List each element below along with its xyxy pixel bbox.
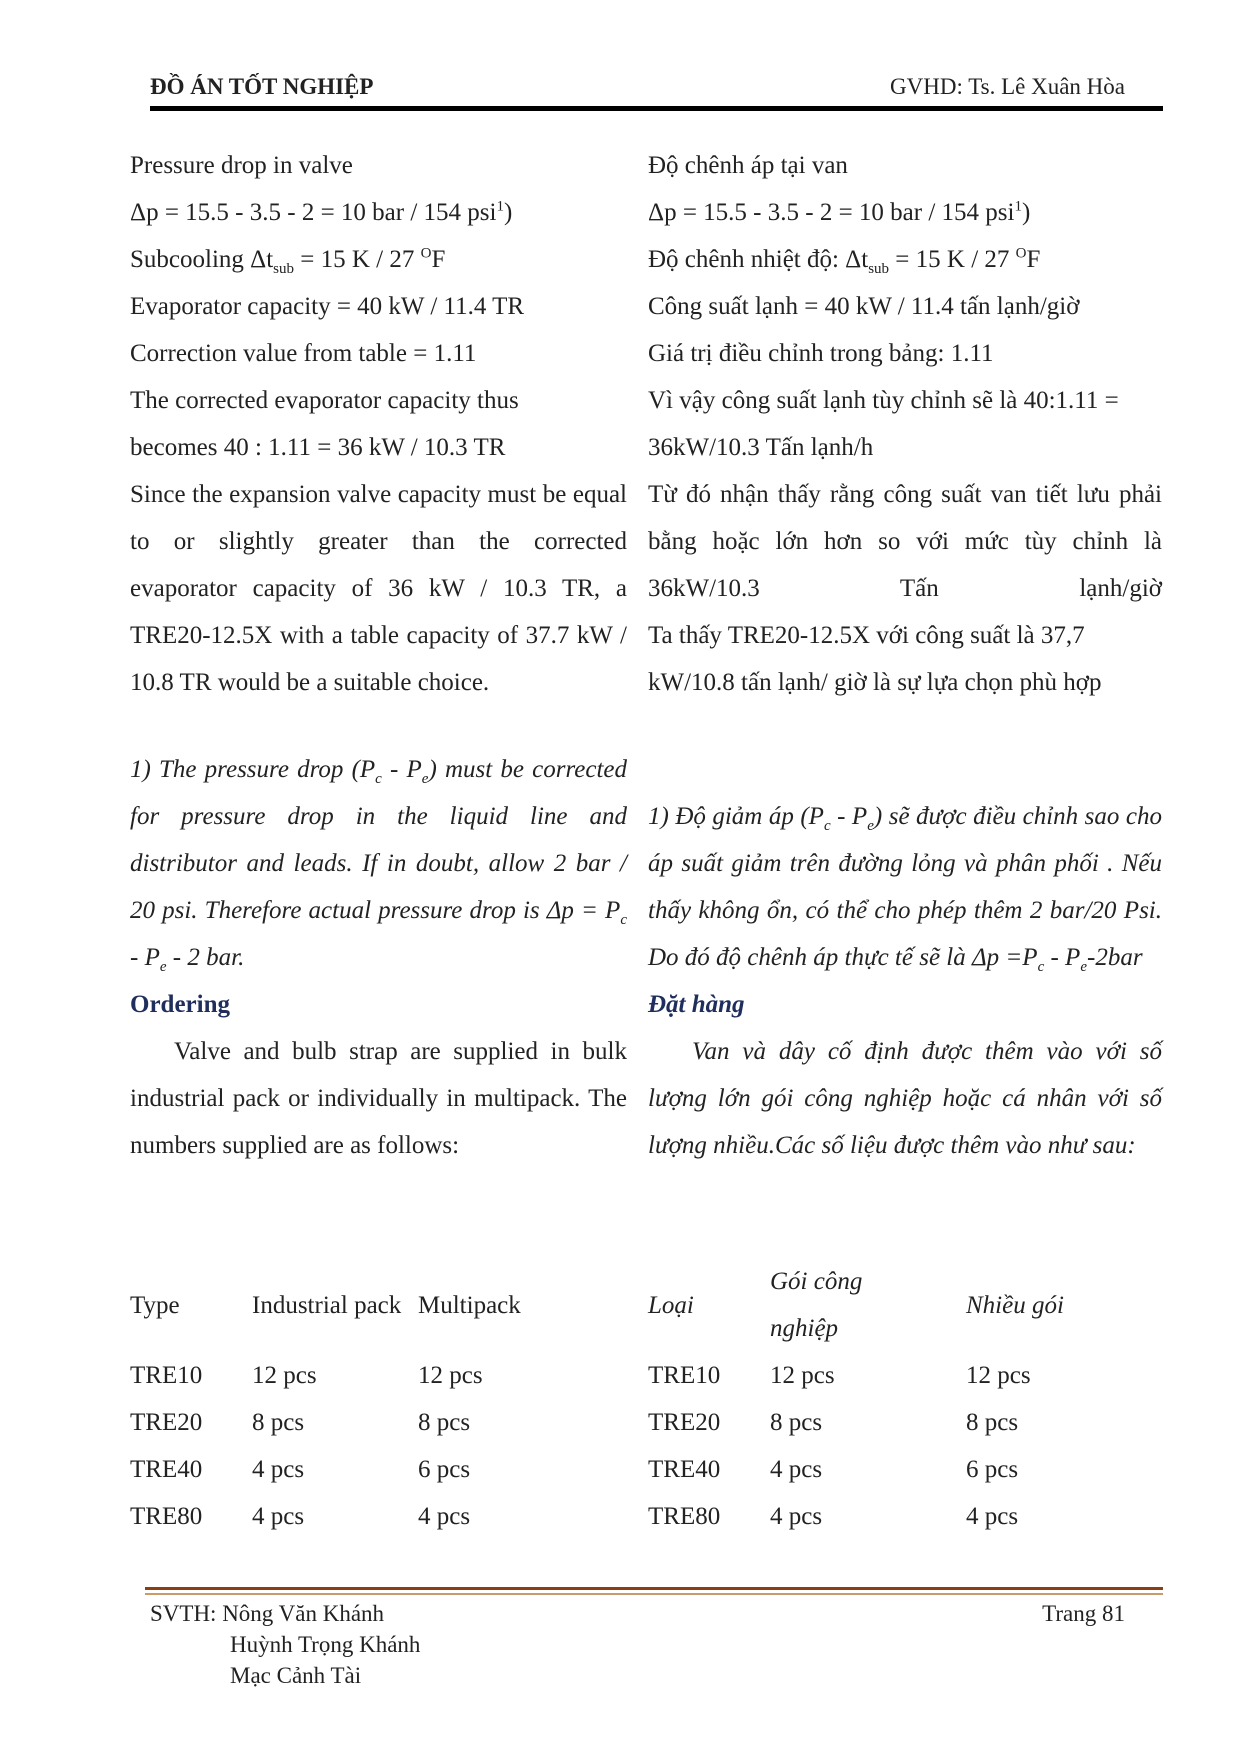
vi-line-4: Công suất lạnh = 40 kW / 11.4 tấn lạnh/giờ (648, 293, 1080, 320)
vi-line-8: Ta thấy TRE20-12.5X với công suất là 37,7 kW/10.8 tấn lạnh/ giờ là sự lựa chọn phù hợp (648, 622, 1102, 696)
table-cell: TRE10 (130, 1362, 203, 1389)
table-row (648, 1399, 1166, 1446)
table-header-cell: Multipack (418, 1291, 521, 1319)
table-cell: 6 pcs (418, 1456, 471, 1483)
vi-line-6: Vì vậy công suất lạnh tùy chỉnh sẽ là 40:1.11 = 36kW/10.3 Tấn lạnh/h (648, 387, 1119, 461)
table-cell: TRE40 (130, 1456, 203, 1483)
table-cell: 4 pcs (770, 1503, 823, 1530)
table-cell: TRE20 (130, 1409, 203, 1436)
english-column (130, 142, 627, 1169)
footer-rule-thin (145, 1593, 1163, 1595)
table-header-cell: Type (130, 1291, 180, 1319)
page-header-left: ĐỒ ÁN TỐT NGHIỆP (150, 74, 374, 99)
table-cell: 4 pcs (252, 1503, 305, 1530)
table-header-cell: Gói công nghiệp (770, 1268, 863, 1342)
page-header-right: GVHD: Ts. Lê Xuân Hòa (890, 74, 1125, 99)
footer-rule (145, 1587, 1163, 1590)
en-line-5: Correction value from table = 1.11 (130, 340, 477, 367)
table-cell: TRE10 (648, 1362, 721, 1389)
table-row (648, 1446, 1166, 1493)
table-row (648, 1352, 1166, 1399)
table-cell: 12 pcs (966, 1362, 1031, 1389)
vi-table (648, 1258, 1166, 1540)
vi-ordering-text: Van và dây cố định được thêm vào với số lượng lớn gói công nghiệp hoặc cá nhân với số lượng nhiều.Các số liệu được thêm vào như sau: (648, 1038, 1162, 1159)
table-cell: 8 pcs (966, 1409, 1019, 1436)
table-cell: 6 pcs (966, 1456, 1019, 1483)
table-cell: TRE80 (130, 1503, 203, 1530)
en-table (130, 1258, 618, 1540)
table-row (130, 1352, 618, 1399)
footer-student-2: Huỳnh Trọng Khánh (230, 1632, 421, 1657)
en-line-4: Evaporator capacity = 40 kW / 11.4 TR (130, 293, 525, 320)
vi-ordering-heading: Đặt hàng (648, 991, 745, 1018)
vi-footnote: 1) Độ giảm áp $(P_c - P_e)$ sẽ được điều chỉnh sao cho áp suất giảm trên đường lỏng và phân phối . Nếu thấy không ổn, có thể cho phép thêm 2 bar/20 Psi. Do đó độ chênh áp thực tế sẽ là $\Delta p =P_c - P_e-2bar$ (648, 803, 1162, 975)
footer-svth: SVTH: Nông Văn Khánh (150, 1601, 385, 1626)
vi-line-7: Từ đó nhận thấy rằng công suất van tiết lưu phải bằng hoặc lớn hơn so với mức tùy chỉnh là 36kW/10.3 Tấn lạnh/giờ (648, 481, 1162, 602)
footer-students (150, 1598, 420, 1691)
table-cell: 12 pcs (770, 1362, 835, 1389)
table-header-row (130, 1258, 618, 1352)
vi-line-5: Giá trị điều chỉnh trong bảng: 1.11 (648, 340, 994, 367)
table-row (130, 1399, 618, 1446)
en-line-2: Δp = 15.5 - 3.5 - 2 = 10 bar / 154 psi$^1$) (130, 198, 513, 226)
header-rule (150, 106, 1163, 111)
table-header-cell: Industrial pack (252, 1291, 402, 1319)
table-row (130, 1446, 618, 1493)
table-cell: 8 pcs (418, 1409, 471, 1436)
table-header-cell: Loại (648, 1291, 694, 1319)
en-ordering-text: Valve and bulb strap are supplied in bulk industrial pack or individually in multipack. The numbers supplied are as follows: (130, 1038, 627, 1159)
en-line-3: Subcooling $\Delta t_{sub} = 15$ K / 27 $^O$F (130, 245, 446, 277)
table-header-row (648, 1258, 1166, 1352)
table-cell: TRE80 (648, 1503, 721, 1530)
en-line-7: Since the expansion valve capacity must be equal to or slightly greater than the corrected evaporator capacity of 36 kW / 10.3 TR, a TRE20-12.5X with a table capacity of 37.7 kW / 10.8 TR would be a suitable choice. (130, 481, 627, 696)
table-cell: 4 pcs (252, 1456, 305, 1483)
table-cell: 4 pcs (770, 1456, 823, 1483)
en-line-6: The corrected evaporator capacity thus becomes 40 : 1.11 = 36 kW / 10.3 TR (130, 387, 519, 461)
en-line-1: Pressure drop in valve (130, 152, 353, 179)
table-cell: 12 pcs (418, 1362, 483, 1389)
table-cell: 8 pcs (770, 1409, 823, 1436)
table-cell: 4 pcs (966, 1503, 1019, 1530)
vi-line-3: Độ chênh nhiệt độ: $\Delta t_{sub} = 15$ K / 27 $^O$F (648, 245, 1041, 277)
table-row (130, 1493, 618, 1540)
table-header-cell: Nhiều gói (966, 1291, 1064, 1319)
vi-line-2: Δp = 15.5 - 3.5 - 2 = 10 bar / 154 psi$^1$) (648, 198, 1031, 226)
table-cell: 4 pcs (418, 1503, 471, 1530)
table-cell: 8 pcs (252, 1409, 305, 1436)
table-row (648, 1493, 1166, 1540)
en-footnote: 1) The pressure drop $(P_c - P_e)$ must be corrected for pressure drop in the liquid line and distributor and leads. If in doubt, allow 2 bar / 20 psi. Therefore actual pressure drop is $\Delta p = P_c - P_e - 2$ bar. (130, 756, 627, 975)
page-number: Trang 81 (1042, 1601, 1125, 1626)
en-ordering-heading: Ordering (130, 991, 230, 1018)
vietnamese-column (648, 142, 1162, 1169)
vi-line-1: Độ chênh áp tại van (648, 152, 848, 179)
footer-student-3: Mạc Cảnh Tài (230, 1663, 362, 1688)
table-cell: TRE40 (648, 1456, 721, 1483)
table-cell: 12 pcs (252, 1362, 317, 1389)
table-cell: TRE20 (648, 1409, 721, 1436)
